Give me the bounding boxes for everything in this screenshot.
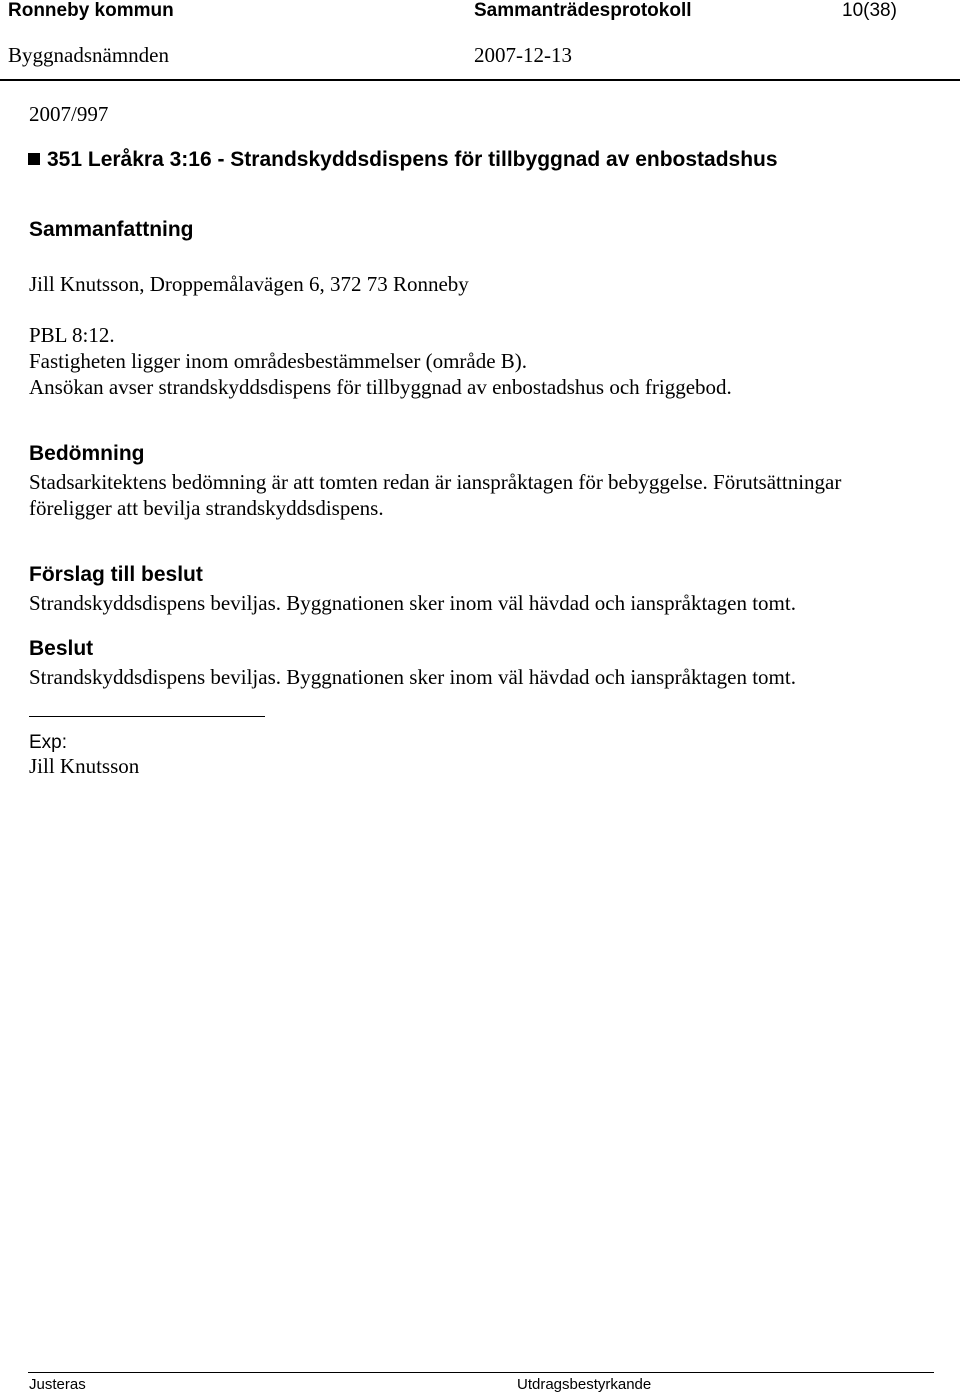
assessment-line: föreligger att bevilja strandskyddsdispens. (29, 496, 384, 520)
dispatch-label: Exp: (29, 732, 68, 753)
case-title: 351 Leråkra 3:16 - Strandskyddsdispens för tillbyggnad av enbostadshus (47, 148, 778, 171)
decision-text: Strandskyddsdispens beviljas. Byggnationen sker inom väl hävdad och ianspråktagen tomt. (29, 665, 796, 689)
summary-line: Fastigheten ligger inom områdesbestämmelser (område B). (29, 349, 528, 373)
assessment-heading: Bedömning (29, 442, 145, 465)
footer-rule (28, 1372, 934, 1373)
summary-line: PBL 8:12. (29, 323, 115, 347)
meeting-date: 2007-12-13 (474, 43, 572, 67)
case-number: 2007/997 (29, 102, 109, 126)
footer-attest-label: Justeras (29, 1376, 86, 1393)
page-number: 10(38) (842, 0, 897, 21)
board-name: Byggnadsnämnden (8, 43, 169, 67)
document-type: Sammanträdesprotokoll (474, 0, 692, 21)
section-marker-icon (28, 153, 40, 165)
applicant-line: Jill Knutsson, Droppemålavägen 6, 372 73 Ronneby (29, 272, 469, 296)
proposal-heading: Förslag till beslut (29, 563, 203, 586)
proposal-text: Strandskyddsdispens beviljas. Byggnationen sker inom väl hävdad och ianspråktagen tomt. (29, 591, 796, 615)
assessment-line: Stadsarkitektens bedömning är att tomten redan är ianspråktagen för bebyggelse. Förutsättningar (29, 470, 842, 494)
footer-certify-label: Utdragsbestyrkande (517, 1376, 652, 1393)
header-rule (0, 79, 960, 81)
dispatch-recipient: Jill Knutsson (29, 754, 140, 778)
summary-heading: Sammanfattning (29, 218, 194, 241)
decision-heading: Beslut (29, 637, 94, 660)
dispatch-rule (29, 716, 265, 717)
summary-line: Ansökan avser strandskyddsdispens för tillbyggnad av enbostadshus och friggebod. (29, 375, 732, 399)
organization-name: Ronneby kommun (8, 0, 174, 21)
